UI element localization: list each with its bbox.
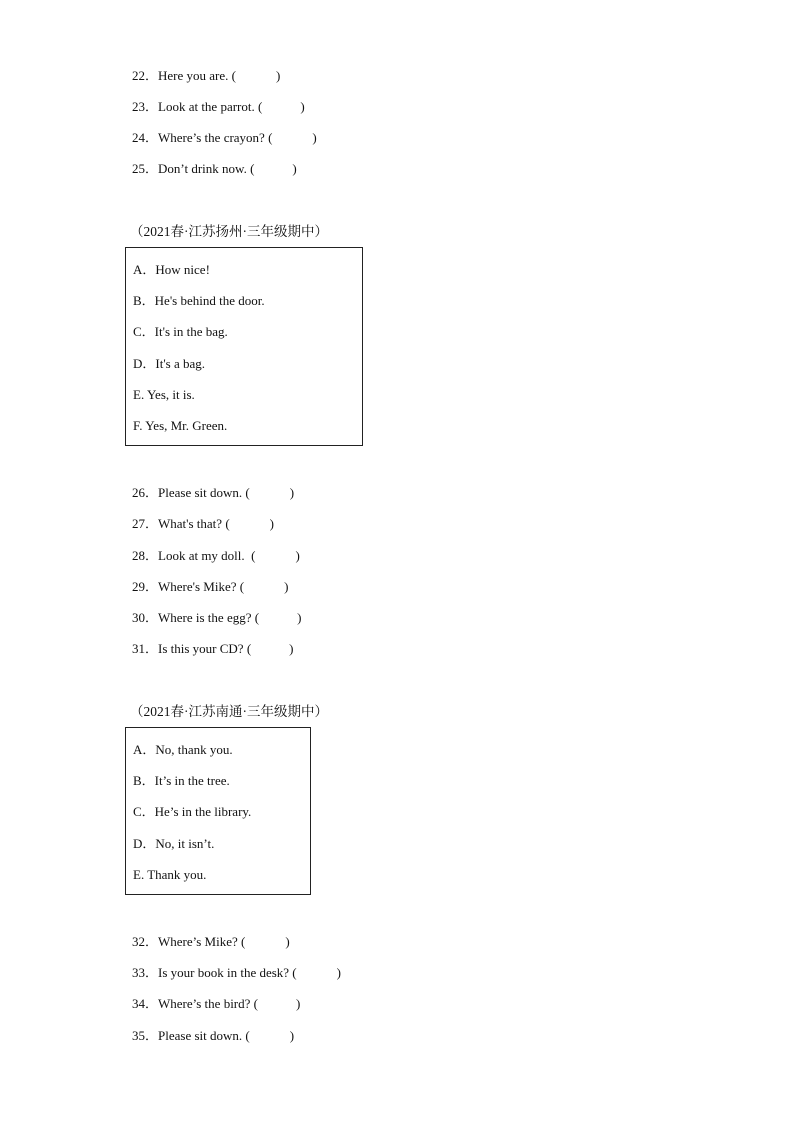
question-27: 27．What's that? ( ) xyxy=(132,516,274,531)
option-e: E. Thank you. xyxy=(133,867,207,882)
option-b: B．He's behind the door. xyxy=(133,293,265,308)
option-c: C．It's in the bag. xyxy=(133,324,228,339)
question-32: 32．Where’s Mike? ( ) xyxy=(132,934,290,949)
question-25: 25．Don’t drink now. ( ) xyxy=(132,161,297,176)
option-b: B．It’s in the tree. xyxy=(133,773,230,788)
question-30: 30．Where is the egg? ( ) xyxy=(132,610,302,625)
question-34: 34．Where’s the bird? ( ) xyxy=(132,996,301,1011)
option-c: C．He’s in the library. xyxy=(133,804,252,819)
question-35: 35．Please sit down. ( ) xyxy=(132,1028,295,1043)
option-e: E. Yes, it is. xyxy=(133,387,195,402)
section-3-title: （2021春·江苏南通·三年级期中） xyxy=(130,704,328,719)
section-2-title: （2021春·江苏扬州·三年级期中） xyxy=(130,224,328,239)
option-a: A．How nice! xyxy=(133,262,210,277)
option-a: A．No, thank you. xyxy=(133,742,233,757)
question-29: 29．Where's Mike? ( ) xyxy=(132,579,289,594)
section-2-options-box xyxy=(125,247,363,446)
option-f: F. Yes, Mr. Green. xyxy=(133,418,228,433)
question-26: 26．Please sit down. ( ) xyxy=(132,485,295,500)
section-3-options-box xyxy=(125,727,311,895)
question-28: 28．Look at my doll. ( ) xyxy=(132,548,300,563)
option-d: D．It's a bag. xyxy=(133,356,206,371)
question-24: 24．Where’s the crayon? ( ) xyxy=(132,130,317,145)
question-22: 22．Here you are. ( ) xyxy=(132,68,281,83)
question-23: 23．Look at the parrot. ( ) xyxy=(132,99,305,114)
question-31: 31．Is this your CD? ( ) xyxy=(132,641,294,656)
question-33: 33．Is your book in the desk? ( ) xyxy=(132,965,341,980)
option-d: D．No, it isn’t. xyxy=(133,836,215,851)
